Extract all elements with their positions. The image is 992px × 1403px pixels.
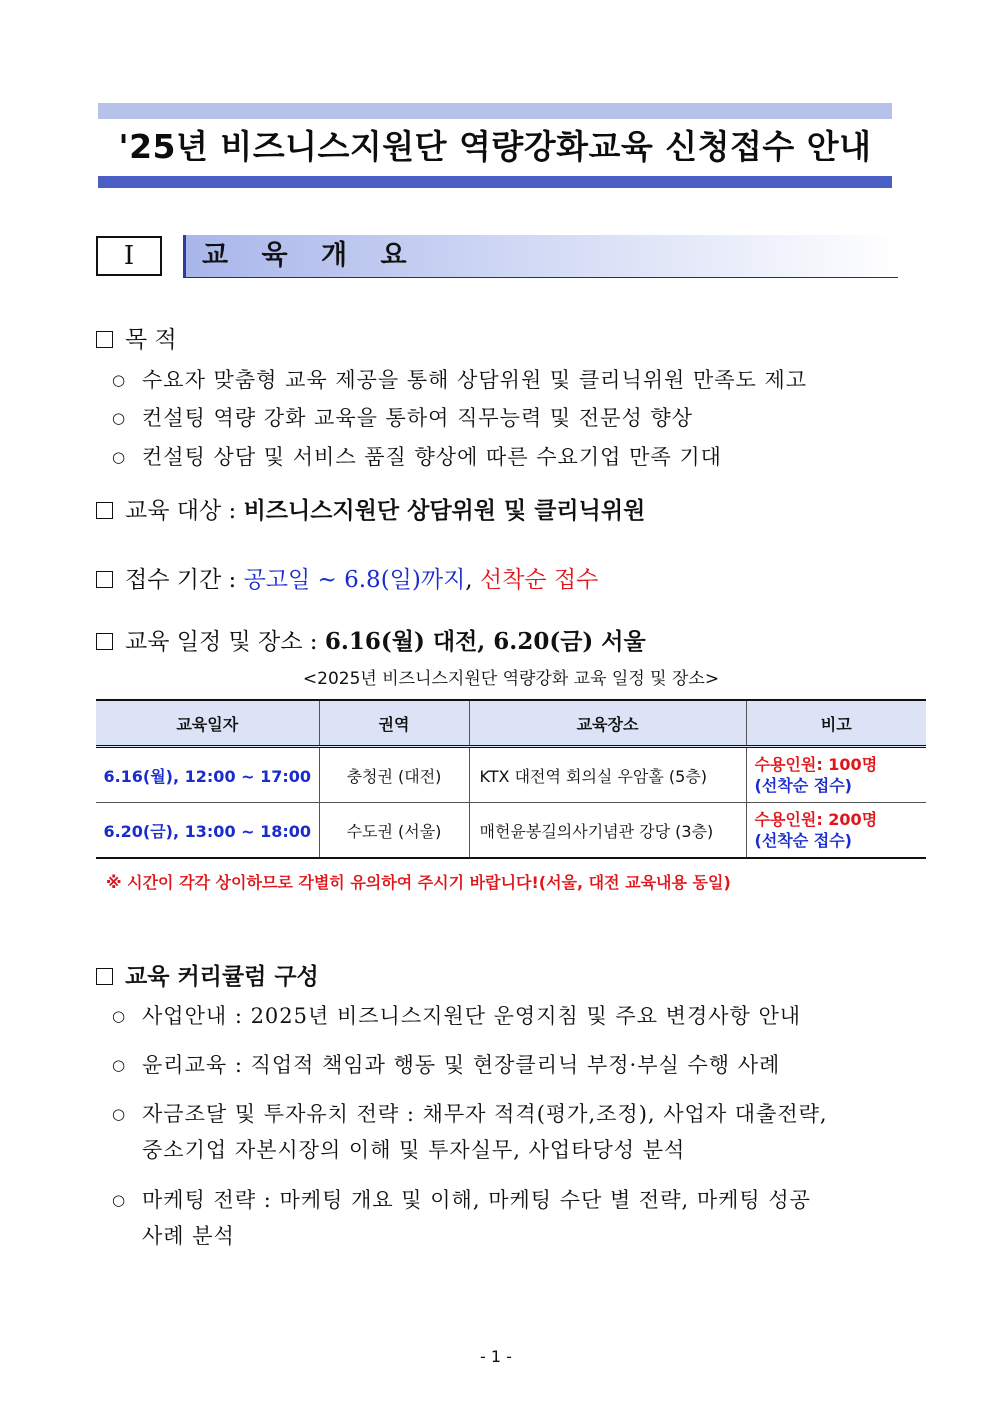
cell-region: 충청권 (대전): [319, 747, 469, 803]
column-header-place: 교육장소: [469, 700, 746, 747]
circle-bullet-icon: ○: [112, 409, 127, 427]
target-value: 비즈니스지원단 상담위원 및 클리닉위원: [243, 497, 646, 524]
checkbox-square-icon: [96, 571, 113, 588]
purpose-item: [112, 402, 693, 432]
cell-note: [746, 747, 926, 803]
curriculum-item-text: 자금조달 및 투자유치 전략 : 채무자 적격(평가,조정), 사업자 대출전략,: [142, 1102, 828, 1126]
circle-bullet-icon: ○: [112, 371, 127, 389]
section-title: 교 육 개 요: [202, 240, 419, 271]
checkbox-square-icon: [96, 633, 113, 650]
period-heading: [96, 561, 598, 594]
cell-date: 6.16(월), 12:00 ~ 17:00: [96, 747, 319, 803]
purpose-heading: [96, 321, 177, 354]
column-header-date: 교육일자: [96, 700, 319, 747]
curriculum-item: [112, 1184, 811, 1214]
curriculum-heading-text: 교육 커리큘럼 구성: [125, 963, 319, 990]
table-warning-note: ※ 시간이 각각 상이하므로 각별히 유의하여 주시기 바랍니다!(서울, 대전 교육내용 동일): [106, 873, 731, 892]
period-separator: ,: [465, 567, 473, 593]
circle-bullet-icon: ○: [112, 448, 127, 466]
title-bottom-bar: [98, 176, 892, 188]
curriculum-item: [112, 1000, 801, 1030]
first-come-text: (선착순 접수): [754, 776, 852, 795]
purpose-item: [112, 364, 807, 394]
schedule-label: 교육 일정 및 장소 :: [125, 629, 318, 655]
column-header-note: 비고: [746, 700, 926, 747]
column-header-region: 권역: [319, 700, 469, 747]
cell-note: [746, 803, 926, 859]
first-come-text: (선착순 접수): [754, 831, 852, 850]
circle-bullet-icon: ○: [112, 1056, 127, 1074]
schedule-table: [96, 699, 926, 859]
cell-place: KTX 대전역 회의실 우암홀 (5층): [469, 747, 746, 803]
purpose-heading-text: 목 적: [125, 327, 177, 353]
title-top-bar: [98, 103, 892, 119]
target-heading: [96, 492, 645, 525]
period-label: 접수 기간 :: [125, 567, 237, 593]
purpose-item-text: 컨설팅 상담 및 서비스 품질 향상에 따른 수요기업 만족 기대: [142, 445, 722, 469]
checkbox-square-icon: [96, 502, 113, 519]
checkbox-square-icon: [96, 968, 113, 985]
table-row: [96, 803, 926, 859]
page-number: - 1 -: [480, 1347, 512, 1366]
purpose-item-text: 컨설팅 역량 강화 교육을 통하여 직무능력 및 전문성 향상: [142, 406, 693, 430]
curriculum-item-continuation: 중소기업 자본시장의 이해 및 투자실무, 사업타당성 분석: [142, 1138, 686, 1162]
curriculum-item-text: 마케팅 전략 : 마케팅 개요 및 이해, 마케팅 수단 별 전략, 마케팅 성공: [142, 1188, 811, 1212]
period-value: 공고일 ~ 6.8(일)까지: [243, 567, 466, 593]
capacity-text: 수용인원: 200명: [754, 810, 878, 829]
schedule-heading: [96, 623, 646, 656]
curriculum-item: [112, 1049, 780, 1079]
cell-date: 6.20(금), 13:00 ~ 18:00: [96, 803, 319, 859]
period-note: 선착순 접수: [479, 567, 599, 593]
purpose-item: [112, 441, 722, 471]
document-title: '25년 비즈니스지원단 역량강화교육 신청접수 안내: [118, 127, 872, 166]
cell-place: 매헌윤봉길의사기념관 강당 (3층): [469, 803, 746, 859]
schedule-value: 6.16(월) 대전, 6.20(금) 서울: [324, 628, 646, 655]
checkbox-square-icon: [96, 331, 113, 348]
cell-region: 수도권 (서울): [319, 803, 469, 859]
section-number-box: Ⅰ: [96, 236, 162, 276]
curriculum-item-text: 윤리교육 : 직업적 책임과 행동 및 현장클리닉 부정·부실 수행 사례: [142, 1053, 781, 1077]
circle-bullet-icon: ○: [112, 1007, 127, 1025]
table-row: [96, 747, 926, 803]
curriculum-item: [112, 1098, 828, 1128]
circle-bullet-icon: ○: [112, 1191, 127, 1209]
curriculum-item-continuation: 사례 분석: [142, 1224, 235, 1248]
curriculum-item-text: 사업안내 : 2025년 비즈니스지원단 운영지침 및 주요 변경사항 안내: [142, 1004, 802, 1028]
table-caption: <2025년 비즈니스지원단 역량강화 교육 일정 및 장소>: [302, 669, 720, 689]
section-header: [183, 235, 898, 278]
table-header-row: [96, 700, 926, 747]
capacity-text: 수용인원: 100명: [754, 755, 878, 774]
purpose-item-text: 수요자 맞춤형 교육 제공을 통해 상담위원 및 클리닉위원 만족도 제고: [142, 368, 808, 392]
curriculum-heading: [96, 958, 319, 991]
circle-bullet-icon: ○: [112, 1105, 127, 1123]
target-label: 교육 대상 :: [125, 498, 237, 524]
